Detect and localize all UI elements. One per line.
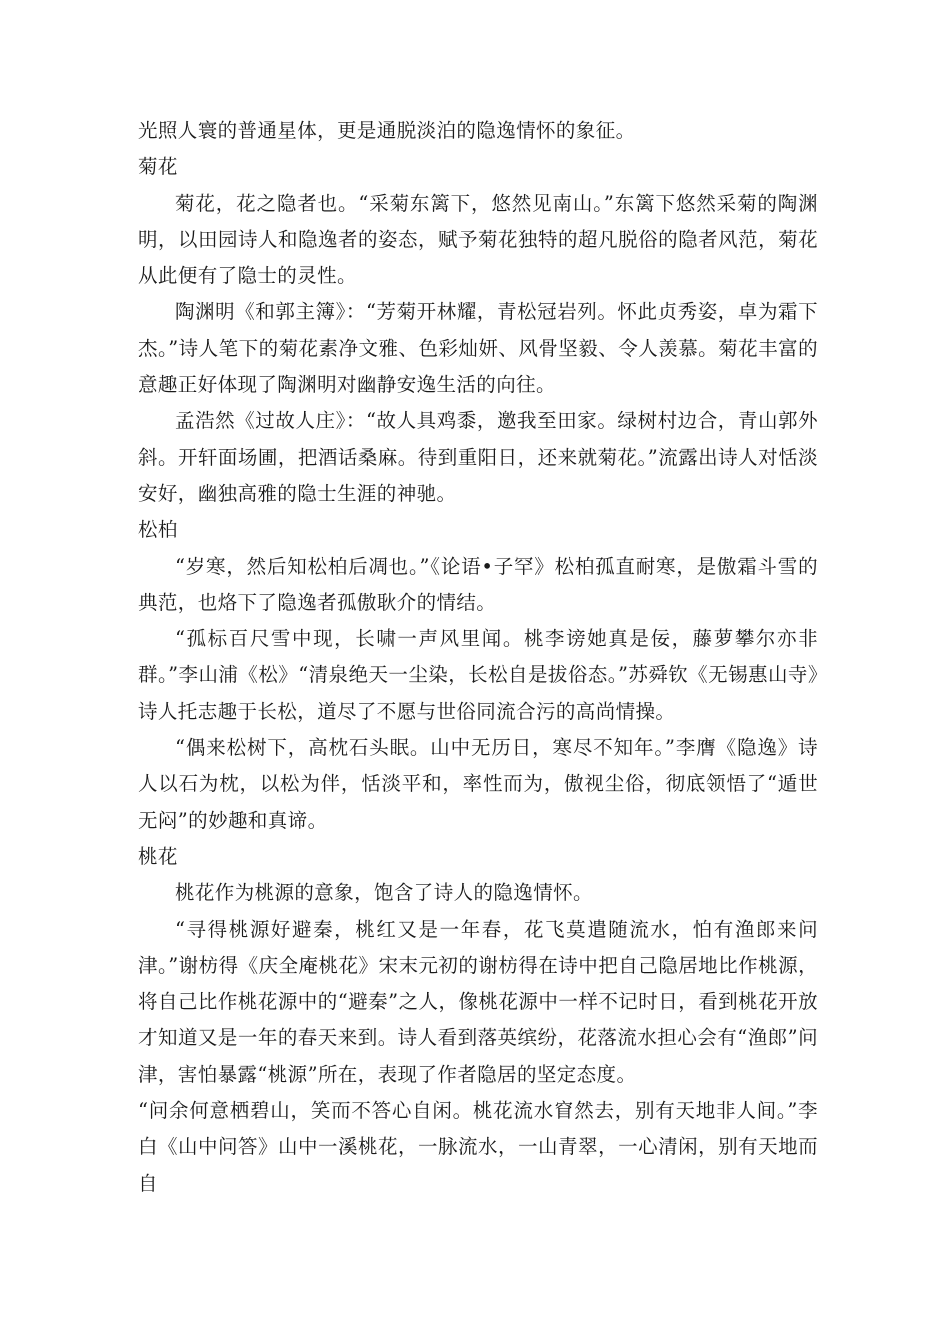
paragraph: 孟浩然《过故人庄》：“故人具鸡黍，邀我至田家。绿树村边合，青山郭外斜。开轩面场圃，把酒话桑麻。待到重阳日，还来就菊花。”流露出诗人对恬淡安好，幽独高雅的隐士生涯的神驰。 [138, 409, 818, 505]
paragraph: 菊花，花之隐者也。“采菊东篱下，悠然见南山。”东篱下悠然采菊的陶渊明，以田园诗人和隐逸者的姿态，赋予菊花独特的超凡脱俗的隐者风范，菊花从此便有了隐士的灵性。 [138, 191, 818, 288]
paragraph: “偶来松树下，高枕石头眠。山中无历日，寒尽不知年。”李膺《隐逸》诗人以石为枕，以松为伴，恬淡平和，率性而为，傲视尘俗，彻底领悟了“遁世无闷”的妙趣和真谛。 [138, 736, 818, 832]
paragraph: “问余何意栖碧山，笑而不答心自闲。桃花流水窅然去，别有天地非人间。”李白《山中问答》山中一溪桃花，一脉流水，一山青翠，一心清闲，别有天地而自 [138, 1099, 818, 1195]
paragraph: “寻得桃源好避秦，桃红又是一年春，花飞莫遣随流水，怕有渔郎来问津。”谢枋得《庆全庵桃花》宋末元初的谢枋得在诗中把自己隐居地比作桃源，将自己比作桃花源中的“避秦”之人，像桃花源中一样不记时日，看到桃花开放才知道又是一年的春天来到。诗人看到落英缤纷，花落流水担心会有“渔郎”问津，害怕暴露“桃源”所在，表现了作者隐居的坚定态度。 [138, 917, 818, 1086]
section-heading-juhua: 菊花 [138, 155, 178, 179]
document-body [138, 113, 818, 1202]
section-heading-songbai: 松柏 [138, 518, 178, 542]
paragraph: 桃花作为桃源的意象，饱含了诗人的隐逸情怀。 [175, 881, 593, 905]
section-heading-taohua: 桃花 [138, 844, 178, 868]
paragraph: 陶渊明《和郭主簿》：“芳菊开林耀，青松冠岩列。怀此贞秀姿，卓为霜下杰。”诗人笔下的菊花素净文雅、色彩灿妍、风骨坚毅、令人羡慕。菊花丰富的意趣正好体现了陶渊明对幽静安逸生活的向往。 [138, 300, 818, 397]
paragraph: “岁寒，然后知松柏后凋也。”《论语•子罕》松柏孤直耐寒，是傲霜斗雪的典范，也烙下了隐逸者孤傲耿介的情结。 [138, 554, 818, 614]
paragraph: “孤标百尺雪中现，长啸一声风里闻。桃李谤她真是佞，藤萝攀尔亦非群。”李山浦《松》“清泉绝天一尘染，长松自是拔俗态。”苏舜钦《无锡惠山寺》诗人托志趣于长松，道尽了不愿与世俗同流合污的高尚情操。 [138, 627, 818, 723]
paragraph: 光照人寰的普通星体，更是通脱淡泊的隐逸情怀的象征。 [138, 119, 636, 142]
